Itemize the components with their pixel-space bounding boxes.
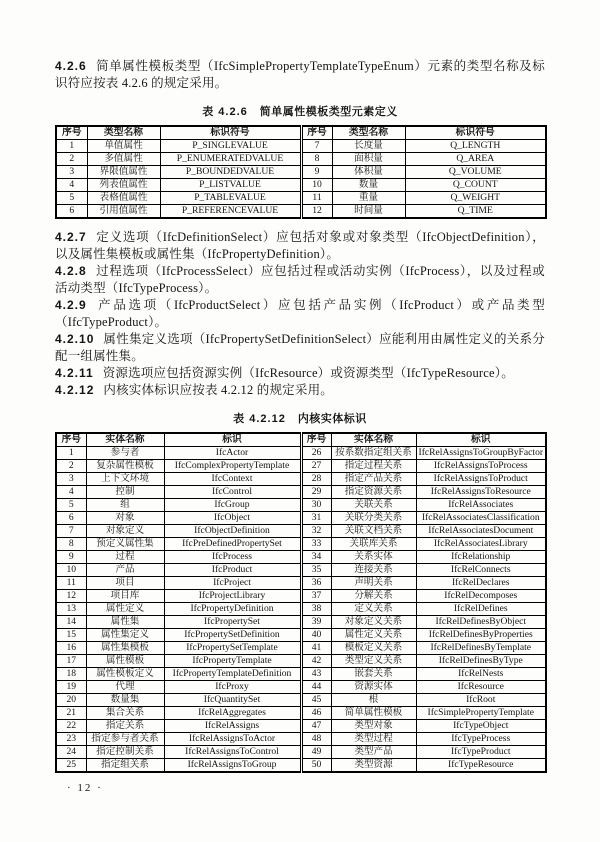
table-cell: 41 <box>301 642 331 655</box>
table-cell: 10 <box>301 179 332 192</box>
table-cell: Q_TIME <box>405 205 546 219</box>
table-row <box>56 460 546 473</box>
table-cell: IfcObject <box>164 512 301 525</box>
table-cell: 11 <box>56 577 86 590</box>
table-cell: IfcPropertyTemplate <box>164 655 301 668</box>
table-cell: IfcRoot <box>416 694 546 707</box>
table-cell: 32 <box>301 525 331 538</box>
table-cell: IfcRelationship <box>416 551 546 564</box>
table-cell: 12 <box>301 205 332 219</box>
table-cell: Q_WEIGHT <box>405 192 546 205</box>
table-cell: 指定参与者关系 <box>86 733 164 746</box>
table-cell: 指定产品关系 <box>331 473 416 486</box>
table-row <box>56 707 546 720</box>
table-cell: 控制 <box>86 486 164 499</box>
table-cell: Q_VOLUME <box>405 166 546 179</box>
table-cell: IfcTypeResource <box>416 759 546 773</box>
table-cell: 45 <box>301 694 331 707</box>
table-cell: IfcQuantitySet <box>164 694 301 707</box>
section-number: 4.2.12 <box>55 383 95 397</box>
table-cell: 根 <box>331 694 416 707</box>
table-cell: 39 <box>301 616 331 629</box>
table-cell: 8 <box>301 153 332 166</box>
table-cell: 2 <box>56 460 86 473</box>
section-paragraph-4-2-12 <box>55 382 545 399</box>
table-cell: IfcRelDefinesByTemplate <box>416 642 546 655</box>
table-cell: 50 <box>301 759 331 773</box>
table-cell: 16 <box>56 642 86 655</box>
section-number: 4.2.6 <box>55 59 87 73</box>
table-cell: 嵌套关系 <box>331 668 416 681</box>
table-cell: 12 <box>56 590 86 603</box>
table-cell: 多值属性 <box>87 153 160 166</box>
table-cell: IfcPreDefinedPropertySet <box>164 538 301 551</box>
table-cell: Q_AREA <box>405 153 546 166</box>
table-row <box>56 205 546 219</box>
table-title-text: 简单属性模板类型元素定义 <box>259 106 398 118</box>
table-cell: Q_COUNT <box>405 179 546 192</box>
table-row <box>56 473 546 486</box>
table-cell: P_SINGLEVALUE <box>160 140 301 153</box>
table-cell: 26 <box>301 447 331 460</box>
table-cell: 6 <box>56 205 87 219</box>
section-paragraph-4-2-7 <box>55 229 545 263</box>
table-cell: IfcPropertySetDefinition <box>164 629 301 642</box>
table-cell: 关系实体 <box>331 551 416 564</box>
table-cell: 时间量 <box>332 205 405 219</box>
table-cell: 15 <box>56 629 86 642</box>
column-header: 标识 <box>164 433 301 447</box>
table-cell: IfcGroup <box>164 499 301 512</box>
table-cell: 13 <box>56 603 86 616</box>
table-row <box>56 486 546 499</box>
table-row <box>56 681 546 694</box>
table-cell: P_ENUMERATEDVALUE <box>160 153 301 166</box>
table-cell: IfcRelAssociatesDocument <box>416 525 546 538</box>
table-cell: 21 <box>56 707 86 720</box>
table-cell: 38 <box>301 603 331 616</box>
table-cell: 复杂属性模板 <box>86 460 164 473</box>
table-cell: 属性集模板 <box>86 642 164 655</box>
table-cell: 25 <box>56 759 86 773</box>
table-cell: 10 <box>56 564 86 577</box>
table-cell: 代理 <box>86 681 164 694</box>
table-title-text: 内核实体标识 <box>297 413 367 425</box>
table-row <box>56 746 546 759</box>
table-cell: 过程 <box>86 551 164 564</box>
table-cell: 引用值属性 <box>87 205 160 219</box>
table-row <box>56 153 546 166</box>
table-cell: 定义关系 <box>331 603 416 616</box>
table-row <box>56 179 546 192</box>
table-cell: 43 <box>301 668 331 681</box>
table-cell: 对象定义关系 <box>331 616 416 629</box>
table-cell: 31 <box>301 512 331 525</box>
table-cell: 5 <box>56 499 86 512</box>
table-cell: 关联分类关系 <box>331 512 416 525</box>
table-cell: IfcRelAggregates <box>164 707 301 720</box>
table-cell: 重量 <box>332 192 405 205</box>
table-cell: 对象 <box>86 512 164 525</box>
section-number: 4.2.11 <box>55 366 94 380</box>
table-cell: IfcContext <box>164 473 301 486</box>
table-cell: 29 <box>301 486 331 499</box>
table-cell: 19 <box>56 681 86 694</box>
table-row <box>56 447 546 460</box>
table-cell: 23 <box>56 733 86 746</box>
table-row <box>56 499 546 512</box>
table-cell: IfcRelAssignsToActor <box>164 733 301 746</box>
section-text: 过程选项（IfcProcessSelect）应包括过程或活动实例（IfcProcess），以及过程或活动类型（IfcTypeProcess）。 <box>55 264 545 295</box>
table-cell: IfcRelAssignsToGroupByFactor <box>416 447 546 460</box>
table-cell: IfcRelAssociates <box>416 499 546 512</box>
table-cell: 20 <box>56 694 86 707</box>
table-row <box>56 655 546 668</box>
table-cell: 项目库 <box>86 590 164 603</box>
header-row <box>56 433 546 447</box>
table-cell: IfcTypeObject <box>416 720 546 733</box>
table-cell: 参与者 <box>86 447 164 460</box>
table-cell: IfcRelDefinesByType <box>416 655 546 668</box>
table-cell: 37 <box>301 590 331 603</box>
table-cell: IfcRelAssignsToProduct <box>416 473 546 486</box>
column-header: 类型名称 <box>87 126 160 140</box>
table-cell: IfcRelDefinesByProperties <box>416 629 546 642</box>
table-cell: 40 <box>301 629 331 642</box>
table-cell: P_REFERENCEVALUE <box>160 205 301 219</box>
table-cell: 7 <box>56 525 86 538</box>
table-cell: 属性定义 <box>86 603 164 616</box>
table-cell: IfcPropertyDefinition <box>164 603 301 616</box>
table-cell: 3 <box>56 166 87 179</box>
column-header: 标识符号 <box>405 126 546 140</box>
column-header: 实体名称 <box>86 433 164 447</box>
table-cell: P_TABLEVALUE <box>160 192 301 205</box>
table-cell: IfcPropertySetTemplate <box>164 642 301 655</box>
table-cell: 面积量 <box>332 153 405 166</box>
table-cell: 类型定义关系 <box>331 655 416 668</box>
section-paragraph-4-2-10 <box>55 331 545 365</box>
kernel-entity-table <box>55 432 547 773</box>
section-text: 内核实体标识应按表 4.2.12 的规定采用。 <box>103 383 333 397</box>
table-row <box>56 512 546 525</box>
table-cell: IfcRelAssociatesLibrary <box>416 538 546 551</box>
header-row <box>56 126 546 140</box>
table-row <box>56 140 546 153</box>
table-cell: 上下文环境 <box>86 473 164 486</box>
table-cell: 分解关系 <box>331 590 416 603</box>
table-cell: 体积量 <box>332 166 405 179</box>
table-cell: IfcRelNests <box>416 668 546 681</box>
table-cell: 44 <box>301 681 331 694</box>
table-cell: 22 <box>56 720 86 733</box>
table-cell: 17 <box>56 655 86 668</box>
table-row <box>56 642 546 655</box>
table-cell: 24 <box>56 746 86 759</box>
table-cell: 单值属性 <box>87 140 160 153</box>
table-cell: 组 <box>86 499 164 512</box>
table-cell: IfcResource <box>416 681 546 694</box>
table-cell: 49 <box>301 746 331 759</box>
table-cell: 指定过程关系 <box>331 460 416 473</box>
table-cell: IfcSimplePropertyTemplate <box>416 707 546 720</box>
table-cell: 46 <box>301 707 331 720</box>
table-cell: 界限值属性 <box>87 166 160 179</box>
table-cell: IfcRelAssigns <box>164 720 301 733</box>
table-cell: 资源实体 <box>331 681 416 694</box>
table-row <box>56 733 546 746</box>
table-cell: 类型产品 <box>331 746 416 759</box>
table-row <box>56 166 546 179</box>
section-number: 4.2.7 <box>55 230 87 244</box>
table-cell: 27 <box>301 460 331 473</box>
section-paragraph-4-2-6 <box>55 58 545 92</box>
table-cell: 数量 <box>332 179 405 192</box>
table-cell: IfcComplexPropertyTemplate <box>164 460 301 473</box>
table-cell: 1 <box>56 140 87 153</box>
table-cell: IfcRelDefinesByObject <box>416 616 546 629</box>
table-cell: 35 <box>301 564 331 577</box>
table-cell: P_BOUNDEDVALUE <box>160 166 301 179</box>
table-cell: 4 <box>56 486 86 499</box>
sections-block <box>55 229 545 399</box>
table-cell: 指定组关系 <box>86 759 164 773</box>
table-cell: 48 <box>301 733 331 746</box>
page-number: · 12 · <box>67 782 103 794</box>
table-cell: 30 <box>301 499 331 512</box>
table-cell: IfcObjectDefinition <box>164 525 301 538</box>
table-cell: 7 <box>301 140 332 153</box>
table-cell: 长度量 <box>332 140 405 153</box>
table-cell: 28 <box>301 473 331 486</box>
table-cell: 6 <box>56 512 86 525</box>
table-cell: 连接关系 <box>331 564 416 577</box>
table-cell: IfcPropertyTemplateDefinition <box>164 668 301 681</box>
table-cell: 关联关系 <box>331 499 416 512</box>
table-cell: 18 <box>56 668 86 681</box>
table-cell: Q_LENGTH <box>405 140 546 153</box>
section-paragraph-4-2-8 <box>55 263 545 297</box>
table-cell: 9 <box>56 551 86 564</box>
table-cell: IfcTypeProcess <box>416 733 546 746</box>
section-text: 定义选项（IfcDefinitionSelect）应包括对象或对象类型（IfcObjectDefinition），以及属性集模板或属性集（IfcPropertyDefinition）。 <box>55 230 545 261</box>
table-cell: IfcRelAssignsToControl <box>164 746 301 759</box>
table-cell: IfcRelAssociatesClassification <box>416 512 546 525</box>
table-cell: 产品 <box>86 564 164 577</box>
table-cell: 5 <box>56 192 87 205</box>
table-cell: 属性模板 <box>86 655 164 668</box>
section-paragraph-4-2-11 <box>55 365 545 382</box>
table-cell: 指定关系 <box>86 720 164 733</box>
table-cell: IfcRelAssignsToProcess <box>416 460 546 473</box>
table-cell: 3 <box>56 473 86 486</box>
table-cell: 预定义属性集 <box>86 538 164 551</box>
table-cell: 8 <box>56 538 86 551</box>
table-cell: IfcRelAssignsToResource <box>416 486 546 499</box>
section-paragraph-4-2-9 <box>55 297 545 331</box>
table-cell: 1 <box>56 447 86 460</box>
table-cell: 属性定义关系 <box>331 629 416 642</box>
table-row <box>56 525 546 538</box>
table-label: 表 4.2.6 <box>202 106 248 118</box>
column-header: 实体名称 <box>331 433 416 447</box>
table-row <box>56 629 546 642</box>
section-number: 4.2.8 <box>55 264 87 278</box>
table-row <box>56 551 546 564</box>
table-row <box>56 668 546 681</box>
table-row <box>56 590 546 603</box>
table-cell: IfcRelDeclares <box>416 577 546 590</box>
table-cell: 按系数指定组关系 <box>331 447 416 460</box>
table-cell: IfcProduct <box>164 564 301 577</box>
section-number: 4.2.9 <box>55 298 87 312</box>
table-cell: 36 <box>301 577 331 590</box>
table-cell: 属性集定义 <box>86 629 164 642</box>
table-cell: 2 <box>56 153 87 166</box>
table-cell: 9 <box>301 166 332 179</box>
table-cell: 属性集 <box>86 616 164 629</box>
table-cell: 关联文档关系 <box>331 525 416 538</box>
table-cell: IfcActor <box>164 447 301 460</box>
table-cell: 关联库关系 <box>331 538 416 551</box>
table-cell: 4 <box>56 179 87 192</box>
table-cell: IfcProxy <box>164 681 301 694</box>
table-row <box>56 192 546 205</box>
table-cell: 集合关系 <box>86 707 164 720</box>
table-cell: IfcRelDecomposes <box>416 590 546 603</box>
table-cell: IfcProject <box>164 577 301 590</box>
table-title-4-2-6 <box>55 103 545 119</box>
table-cell: IfcPropertySet <box>164 616 301 629</box>
column-header: 序号 <box>301 433 331 447</box>
table-cell: 对象定义 <box>86 525 164 538</box>
table-cell: IfcProjectLibrary <box>164 590 301 603</box>
table-label: 表 4.2.12 <box>233 413 286 425</box>
table-row <box>56 564 546 577</box>
table-row <box>56 694 546 707</box>
table-cell: P_LISTVALUE <box>160 179 301 192</box>
table-row <box>56 720 546 733</box>
table-cell: 33 <box>301 538 331 551</box>
column-header: 标识 <box>416 433 546 447</box>
table-cell: 模板定义关系 <box>331 642 416 655</box>
table-cell: 指定资源关系 <box>331 486 416 499</box>
table-title-4-2-12 <box>55 410 545 426</box>
table-cell: 属性模板定义 <box>86 668 164 681</box>
column-header: 序号 <box>56 126 87 140</box>
table-cell: IfcRelAssignsToGroup <box>164 759 301 773</box>
table-row <box>56 616 546 629</box>
table-cell: 14 <box>56 616 86 629</box>
table-cell: 声明关系 <box>331 577 416 590</box>
table-cell: 11 <box>301 192 332 205</box>
table-cell: 47 <box>301 720 331 733</box>
table-cell: 简单属性模板 <box>331 707 416 720</box>
table-cell: IfcControl <box>164 486 301 499</box>
table-cell: 列表值属性 <box>87 179 160 192</box>
table-cell: 34 <box>301 551 331 564</box>
section-number: 4.2.10 <box>55 332 95 346</box>
table-cell: 表格值属性 <box>87 192 160 205</box>
section-text: 属性集定义选项（IfcPropertySetDefinitionSelect）应能利用由属性定义的关系分配一组属性集。 <box>55 332 545 363</box>
table-cell: 类型过程 <box>331 733 416 746</box>
table-row <box>56 538 546 551</box>
table-cell: IfcRelDefines <box>416 603 546 616</box>
table-cell: 类型资源 <box>331 759 416 773</box>
table-cell: 项目 <box>86 577 164 590</box>
table-cell: 42 <box>301 655 331 668</box>
table-cell: 指定控制关系 <box>86 746 164 759</box>
table-cell: 类型对象 <box>331 720 416 733</box>
simple-property-template-table <box>55 125 547 219</box>
section-text: 资源选项应包括资源实例（IfcResource）或资源类型（IfcTypeResource）。 <box>102 366 514 380</box>
table-row <box>56 577 546 590</box>
column-header: 序号 <box>56 433 86 447</box>
column-header: 序号 <box>301 126 332 140</box>
column-header: 标识符号 <box>160 126 301 140</box>
table-row <box>56 603 546 616</box>
section-text: 产品选项（IfcProductSelect）应包括产品实例（IfcProduct）或产品类型（IfcTypeProduct）。 <box>55 298 545 329</box>
table-cell: 数量集 <box>86 694 164 707</box>
section-text: 简单属性模板类型（IfcSimplePropertyTemplateTypeEnum）元素的类型名称及标识符应按表 4.2.6 的规定采用。 <box>55 59 545 90</box>
table-row <box>56 759 546 773</box>
table-cell: IfcRelConnects <box>416 564 546 577</box>
table-cell: IfcTypeProduct <box>416 746 546 759</box>
table-cell: IfcProcess <box>164 551 301 564</box>
column-header: 类型名称 <box>332 126 405 140</box>
